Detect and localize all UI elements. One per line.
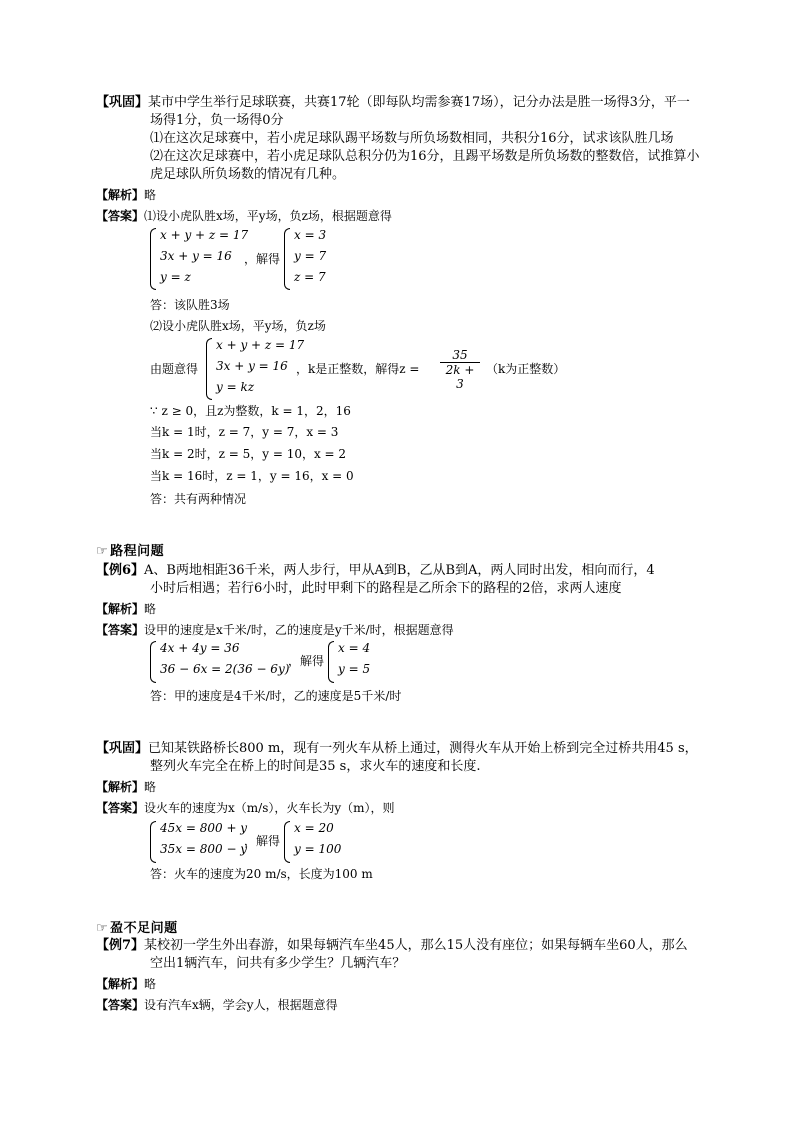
problem-consolidate-2-line1: 【巩固】已知某铁路桥长800 m，现有一列火车从桥上通过，测得火车从开始上桥到完全过桥共用45 s， (96, 741, 698, 756)
answer-conclusion-1: 答：该队胜3场 (150, 298, 230, 312)
answer-part-2: ⑵设小虎队胜x场，平y场，负z场 (150, 319, 326, 333)
k-positive-note: （k为正整数） (486, 362, 566, 376)
equation-system-3: 4x + 4y = 36 36 − 6x = 2(36 − 6y) (150, 641, 290, 683)
problem-consolidate-1-line1: 【巩固】某市中学生举行足球联赛，共赛17轮（即每队均需参赛17场），记分办法是胜一场得3分，平一 (96, 95, 690, 110)
analysis-line: 【解析】略 (96, 602, 157, 616)
equation-system-1: x + y + z = 17 3x + y = 16 y = z (150, 228, 250, 292)
answer-line: 【答案】设火车的速度为x（m/s），火车长为y（m），则 (96, 801, 395, 815)
solve-word: ，解得 (244, 834, 281, 848)
equation-system-4: 45x = 800 + y 35x = 800 − y (150, 821, 250, 863)
pointing-hand-icon: ☞ (96, 544, 109, 559)
example-6-line1: 【例6】A、B两地相距36千米，两人步行，甲从A到B，乙从B到A，两人同时出发，相向而行，4 (96, 563, 655, 578)
case-k2: 当k = 2时，z = 5，y = 10，x = 2 (150, 447, 347, 461)
solve-word: ，解得 (244, 252, 281, 266)
example-6-line2: 小时后相遇；若行6小时，此时甲剩下的路程是乙所余下的路程的2倍，求两人速度 (150, 581, 622, 596)
answer-conclusion-4: 答：火车的速度为20 m/s，长度为100 m (150, 867, 373, 881)
question-1: ⑴在这次足球赛中，若小虎足球队踢平场数与所负场数相同，共积分16分，试求该队胜几场 (150, 131, 674, 146)
analysis-line: 【解析】略 (96, 188, 157, 202)
answer-line: 【答案】设有汽车x辆，学会y人，根据题意得 (96, 998, 338, 1012)
tag: 【巩固】 (96, 95, 149, 110)
answer-line: 【答案】⑴设小虎队胜x场，平y场，负z场，根据题意得 (96, 209, 392, 223)
case-k1: 当k = 1时，z = 7，y = 7，x = 3 (150, 425, 339, 439)
answer-conclusion-2: 答：共有两种情况 (150, 492, 247, 506)
pointing-hand-icon: ☞ (96, 921, 109, 936)
answer-conclusion-3: 答：甲的速度是4千米/时，乙的速度是5千米/时 (150, 689, 402, 703)
fraction-z: $\frac{35}{2k + 3}$ (440, 348, 480, 391)
example-7-line1: 【例7】某校初一学生外出春游，如果每辆汽车坐45人，那么15人没有座位；如果每辆车坐60人，那么 (96, 938, 688, 953)
question-2-line1: ⑵在这次足球赛中，若小虎足球队总积分仍为16分，且踢平场数是所负场数的整数倍，试推算小 (150, 149, 700, 164)
equation-system-2: x + y + z = 17 3x + y = 16 y = kz (206, 338, 306, 402)
problem-consolidate-1-line2: 场得1分，负一场得0分 (150, 113, 284, 128)
solution-system-4: x = 20 y = 100 (284, 821, 354, 863)
solution-system-3: x = 4 y = 5 (328, 641, 388, 683)
problem-consolidate-2-line2: 整列火车完全在桥上的时间是35 s，求火车的速度和长度. (150, 759, 481, 774)
k-condition-text: ，k是正整数，解得z = (296, 362, 420, 376)
solution-system-1: x = 3 y = 7 z = 7 (284, 228, 344, 292)
section-title-distance: ☞ 路程问题 (96, 544, 165, 559)
question-2-line2: 虎足球队所负场数的情况有几种。 (150, 167, 346, 182)
analysis-line: 【解析】略 (96, 780, 157, 794)
example-7-line2: 空出1辆汽车，问共有多少学生？几辆汽车？ (150, 956, 406, 971)
answer-line: 【答案】设甲的速度是x千米/时，乙的速度是y千米/时，根据题意得 (96, 623, 454, 637)
analysis-line: 【解析】略 (96, 977, 157, 991)
by-problem-prefix: 由题意得 (150, 362, 199, 376)
section-title-surplus-deficit: ☞ 盈不足问题 (96, 921, 178, 936)
condition-line: ∵ z ≥ 0，且z为整数，k = 1，2，16 (150, 404, 351, 418)
solve-word: ，解得 (288, 654, 325, 668)
case-k16: 当k = 16时，z = 1，y = 16，x = 0 (150, 469, 354, 483)
